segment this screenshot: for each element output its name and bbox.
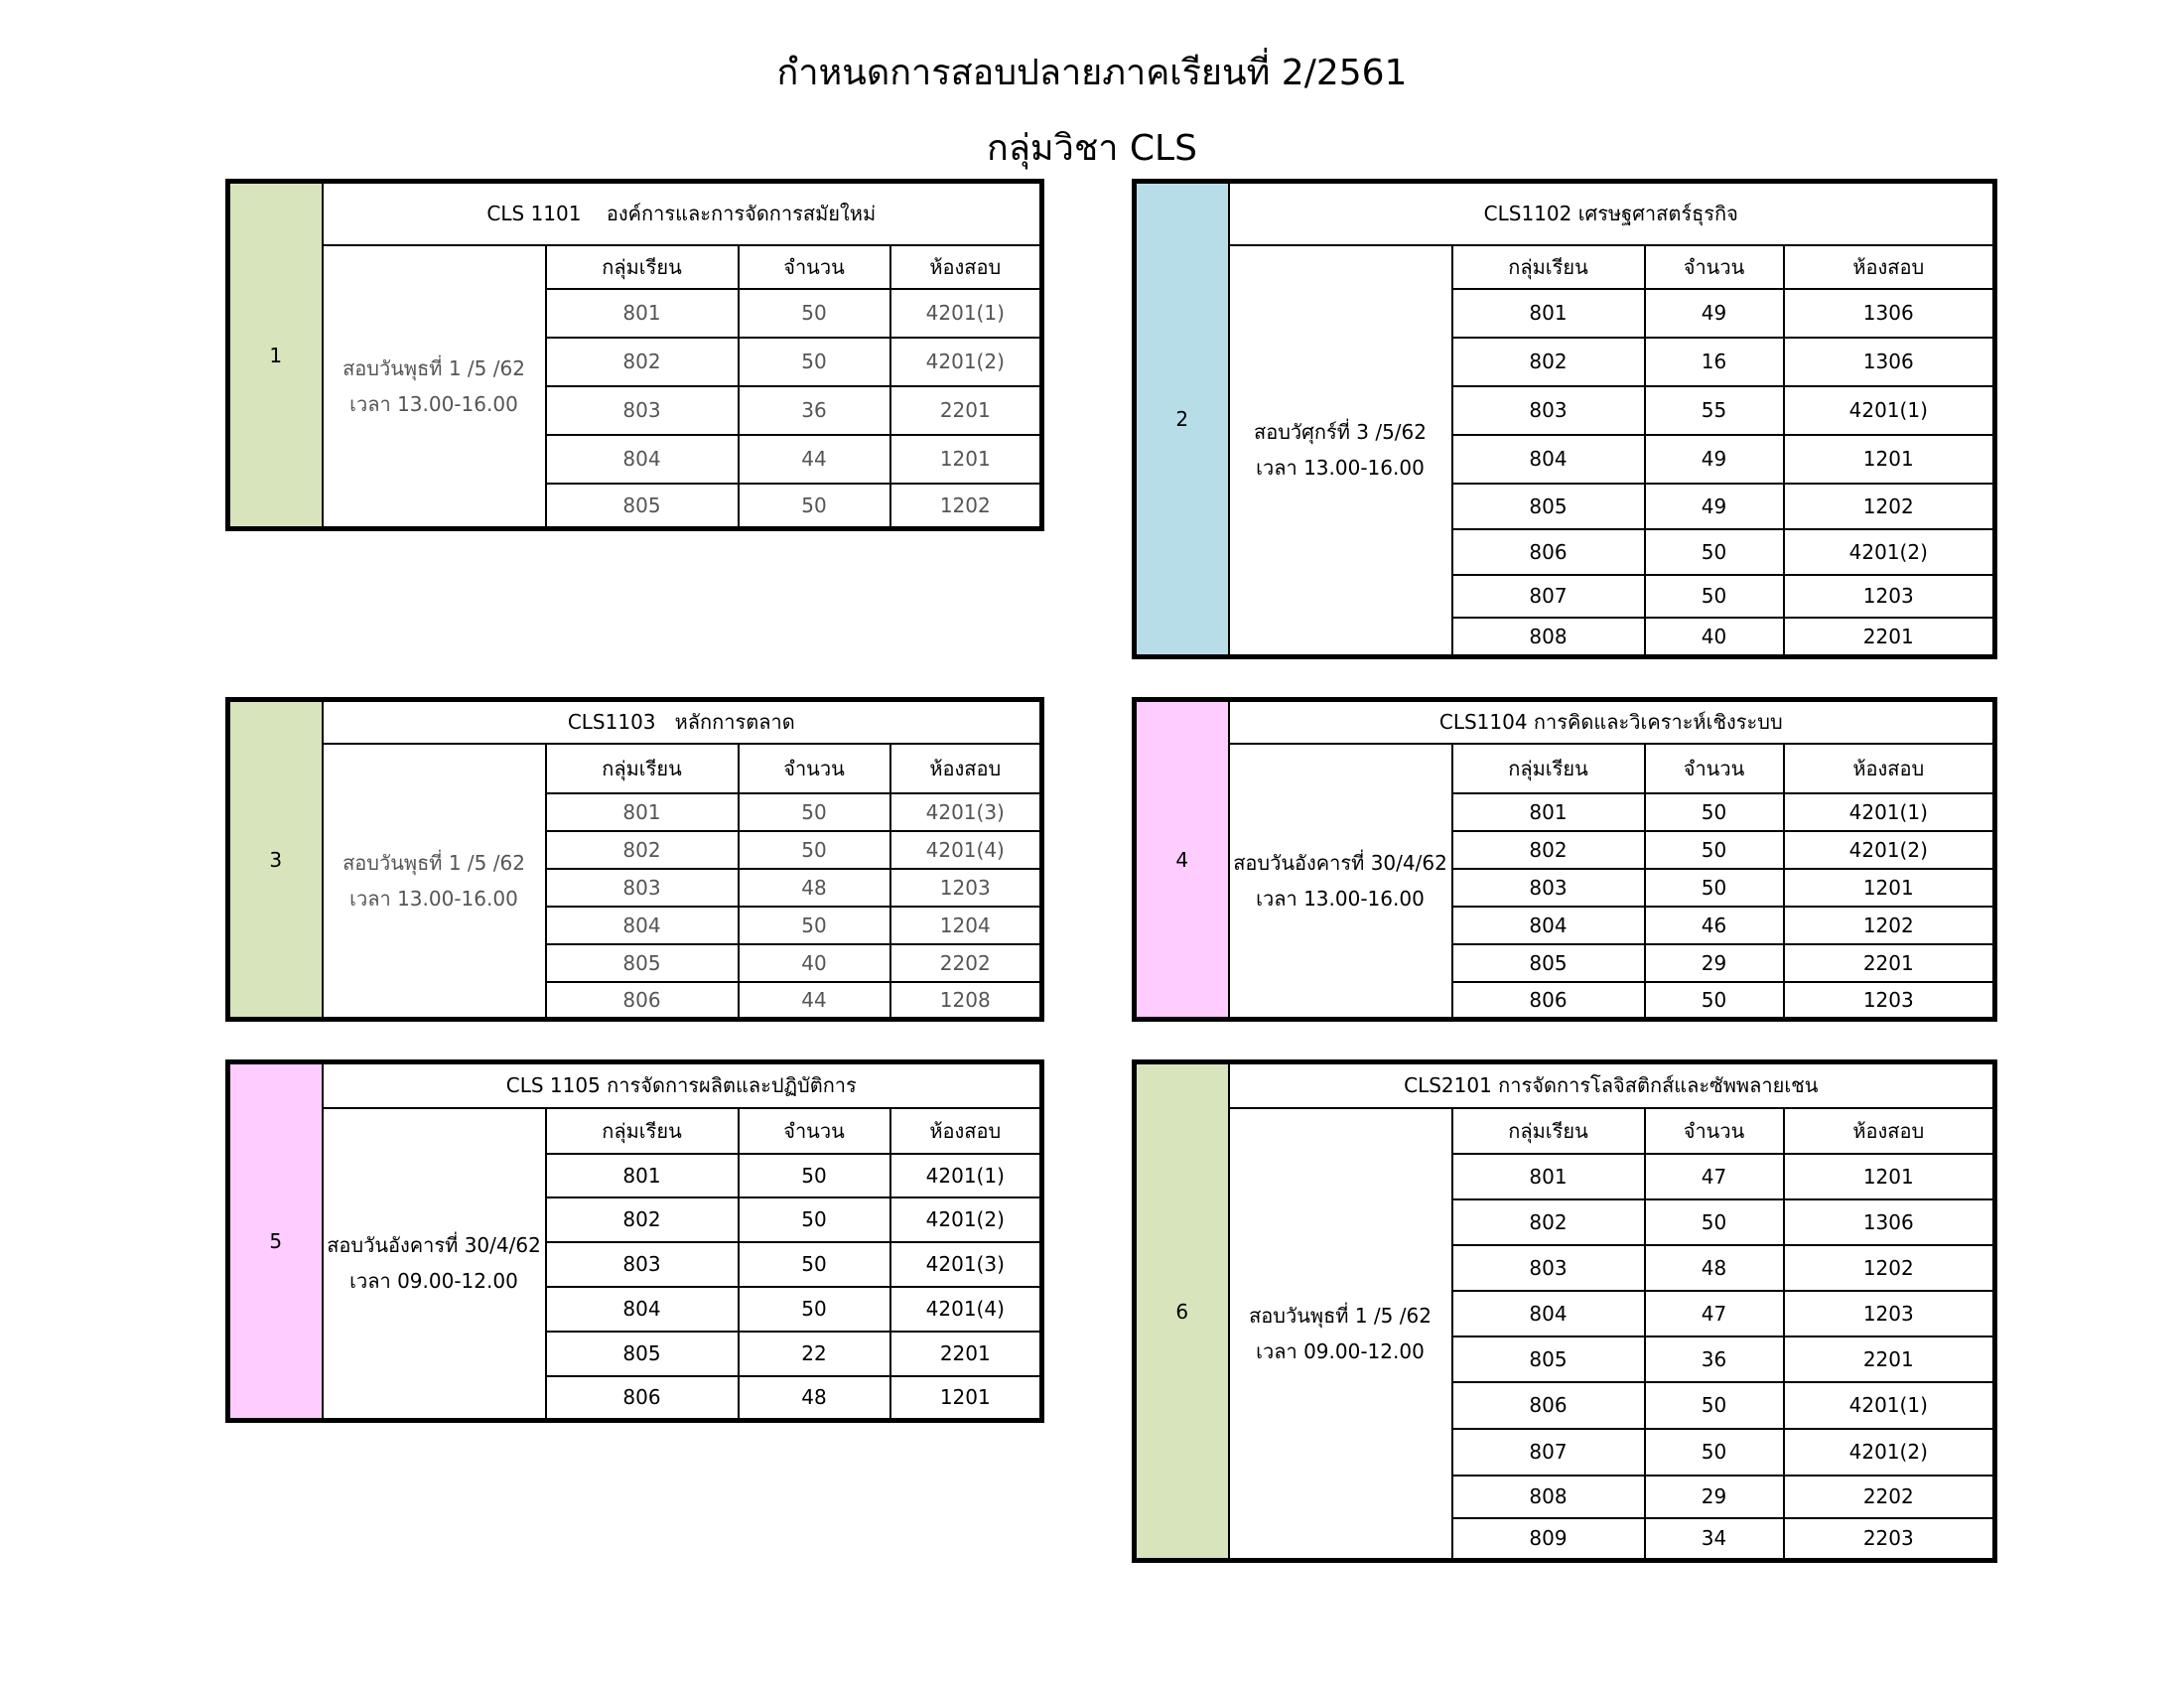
cell-count: 50	[739, 289, 890, 338]
cell-group: 804	[546, 1287, 739, 1332]
cell-count: 50	[1645, 1382, 1784, 1429]
cell-count: 50	[739, 1154, 890, 1197]
cell-group: 802	[1452, 831, 1645, 869]
cell-room: 1201	[1784, 869, 1995, 907]
header-room: ห้องสอบ	[1784, 245, 1995, 289]
column-header-row	[228, 245, 1042, 289]
header-count: จำนวน	[739, 744, 890, 793]
cell-room: 4201(2)	[890, 1197, 1042, 1242]
cell-group: 804	[546, 907, 739, 944]
block-number: 3	[228, 700, 323, 1020]
course-title: CLS1104 การคิดและวิเคราะห์เชิงระบบ	[1229, 700, 1995, 744]
cell-group: 803	[1452, 869, 1645, 907]
cell-count: 40	[1645, 618, 1784, 657]
course-block-1	[225, 179, 1044, 531]
column-header-row	[1135, 1108, 1995, 1154]
cell-count: 46	[1645, 907, 1784, 944]
cell-room: 1306	[1784, 338, 1995, 386]
cell-group: 806	[1452, 1382, 1645, 1429]
cell-count: 44	[739, 982, 890, 1020]
exam-date-time	[323, 744, 546, 1020]
cell-room: 1203	[1784, 982, 1995, 1020]
course-block-6	[1132, 1059, 1997, 1563]
header-count: จำนวน	[739, 1108, 890, 1154]
course-block-4	[1132, 697, 1997, 1022]
cell-count: 47	[1645, 1154, 1784, 1199]
cell-group: 806	[546, 1376, 739, 1421]
cell-count: 50	[739, 1242, 890, 1287]
cell-group: 805	[546, 944, 739, 982]
exam-date: สอบวันอังคารที่ 30/4/62	[327, 1233, 541, 1258]
exam-date: สอบวัศุกร์ที่ 3 /5/62	[1254, 420, 1427, 445]
cell-room: 4201(1)	[890, 1154, 1042, 1197]
cell-count: 48	[739, 1376, 890, 1421]
cell-room: 1202	[1784, 907, 1995, 944]
cell-count: 50	[1645, 1199, 1784, 1245]
cell-room: 1202	[1784, 1245, 1995, 1291]
cell-count: 50	[739, 907, 890, 944]
course-block-3	[225, 697, 1044, 1022]
cell-count: 22	[739, 1332, 890, 1376]
cell-count: 55	[1645, 386, 1784, 435]
course-title-row	[228, 700, 1042, 744]
cell-count: 49	[1645, 484, 1784, 529]
cell-group: 802	[546, 1197, 739, 1242]
header-room: ห้องสอบ	[1784, 744, 1995, 793]
cell-group: 803	[1452, 386, 1645, 435]
cell-group: 801	[546, 289, 739, 338]
header-room: ห้องสอบ	[890, 1108, 1042, 1154]
cell-room: 4201(1)	[1784, 793, 1995, 831]
block-number: 2	[1135, 182, 1229, 657]
cell-room: 1201	[890, 1376, 1042, 1421]
page-subtitle: กลุ่มวิชา CLS	[987, 128, 1197, 169]
header-room: ห้องสอบ	[890, 744, 1042, 793]
header-group: กลุ่มเรียน	[1452, 1108, 1645, 1154]
cell-group: 806	[546, 982, 739, 1020]
cell-room: 4201(4)	[890, 1287, 1042, 1332]
cell-room: 1203	[1784, 575, 1995, 618]
cell-group: 809	[1452, 1518, 1645, 1561]
cell-group: 801	[546, 793, 739, 831]
cell-group: 801	[546, 1154, 739, 1197]
header-room: ห้องสอบ	[890, 245, 1042, 289]
course-title: CLS1102 เศรษฐศาสตร์ธุรกิจ	[1229, 182, 1995, 245]
cell-group: 808	[1452, 1476, 1645, 1518]
exam-time: เวลา 13.00-16.00	[349, 391, 518, 416]
cell-group: 805	[1452, 944, 1645, 982]
cell-group: 801	[1452, 1154, 1645, 1199]
cell-group: 803	[1452, 1245, 1645, 1291]
cell-room: 4201(2)	[890, 338, 1042, 386]
cell-count: 50	[1645, 869, 1784, 907]
exam-date-time	[1229, 1108, 1452, 1561]
cell-group: 807	[1452, 575, 1645, 618]
cell-count: 29	[1645, 944, 1784, 982]
block-number: 6	[1135, 1062, 1229, 1561]
cell-room: 2201	[1784, 1336, 1995, 1382]
exam-time: เวลา 13.00-16.00	[1256, 886, 1425, 911]
exam-time: เวลา 13.00-16.00	[349, 886, 518, 911]
cell-group: 803	[546, 386, 739, 435]
column-header-row	[228, 1108, 1042, 1154]
cell-room: 2202	[1784, 1476, 1995, 1518]
cell-room: 4201(1)	[1784, 1382, 1995, 1429]
header-count: จำนวน	[1645, 1108, 1784, 1154]
exam-date: สอบวันอังคารที่ 30/4/62	[1233, 850, 1447, 875]
cell-room: 2201	[1784, 618, 1995, 657]
header-count: จำนวน	[1645, 245, 1784, 289]
cell-room: 2201	[890, 386, 1042, 435]
exam-time: เวลา 09.00-12.00	[349, 1269, 518, 1294]
cell-group: 805	[546, 484, 739, 529]
cell-group: 801	[1452, 793, 1645, 831]
cell-room: 1202	[890, 484, 1042, 529]
cell-group: 803	[546, 869, 739, 907]
exam-date-time	[1229, 744, 1452, 1020]
column-header-row	[1135, 744, 1995, 793]
cell-count: 48	[739, 869, 890, 907]
header-group: กลุ่มเรียน	[546, 744, 739, 793]
cell-count: 48	[1645, 1245, 1784, 1291]
header-group: กลุ่มเรียน	[546, 245, 739, 289]
column-header-row	[228, 744, 1042, 793]
exam-date-time	[323, 1108, 546, 1421]
cell-group: 806	[1452, 982, 1645, 1020]
course-title-row	[228, 182, 1042, 245]
course-title: CLS2101 การจัดการโลจิสติกส์และซัพพลายเชน	[1229, 1062, 1995, 1108]
cell-room: 2201	[890, 1332, 1042, 1376]
cell-room: 4201(2)	[1784, 831, 1995, 869]
cell-room: 1306	[1784, 1199, 1995, 1245]
cell-count: 50	[1645, 982, 1784, 1020]
cell-count: 50	[739, 1197, 890, 1242]
exam-date: สอบวันพุธที่ 1 /5 /62	[1249, 1303, 1432, 1328]
cell-count: 50	[739, 484, 890, 529]
cell-room: 2202	[890, 944, 1042, 982]
header-room: ห้องสอบ	[1784, 1108, 1995, 1154]
header-count: จำนวน	[739, 245, 890, 289]
cell-room: 1306	[1784, 289, 1995, 338]
cell-room: 4201(3)	[890, 1242, 1042, 1287]
column-header-row	[1135, 245, 1995, 289]
cell-count: 50	[1645, 575, 1784, 618]
cell-count: 50	[1645, 793, 1784, 831]
header-group: กลุ่มเรียน	[546, 1108, 739, 1154]
cell-room: 4201(2)	[1784, 529, 1995, 575]
cell-room: 2201	[1784, 944, 1995, 982]
cell-count: 40	[739, 944, 890, 982]
cell-group: 803	[546, 1242, 739, 1287]
cell-room: 1203	[1784, 1291, 1995, 1336]
cell-count: 16	[1645, 338, 1784, 386]
course-title-row	[1135, 700, 1995, 744]
cell-count: 47	[1645, 1291, 1784, 1336]
header-group: กลุ่มเรียน	[1452, 744, 1645, 793]
header-count: จำนวน	[1645, 744, 1784, 793]
cell-group: 802	[546, 831, 739, 869]
block-number: 5	[228, 1062, 323, 1421]
cell-count: 50	[739, 831, 890, 869]
cell-count: 36	[739, 386, 890, 435]
cell-room: 1204	[890, 907, 1042, 944]
cell-count: 50	[739, 338, 890, 386]
cell-room: 1201	[1784, 435, 1995, 484]
header-group: กลุ่มเรียน	[1452, 245, 1645, 289]
cell-count: 49	[1645, 289, 1784, 338]
cell-group: 804	[1452, 1291, 1645, 1336]
cell-room: 1201	[1784, 1154, 1995, 1199]
cell-room: 1203	[890, 869, 1042, 907]
cell-count: 50	[1645, 831, 1784, 869]
page-title: กำหนดการสอบปลายภาคเรียนที่ 2/2561	[776, 53, 1408, 93]
cell-group: 805	[546, 1332, 739, 1376]
course-block-2	[1132, 179, 1997, 659]
cell-count: 34	[1645, 1518, 1784, 1561]
exam-time: เวลา 13.00-16.00	[1256, 456, 1425, 481]
cell-count: 50	[1645, 1429, 1784, 1476]
block-number: 4	[1135, 700, 1229, 1020]
course-block-5	[225, 1059, 1044, 1423]
cell-group: 804	[1452, 907, 1645, 944]
exam-date-time	[323, 245, 546, 529]
cell-count: 50	[1645, 529, 1784, 575]
cell-room: 2203	[1784, 1518, 1995, 1561]
cell-room: 4201(1)	[1784, 386, 1995, 435]
cell-group: 805	[1452, 1336, 1645, 1382]
cell-room: 1201	[890, 435, 1042, 484]
cell-room: 4201(4)	[890, 831, 1042, 869]
course-title: CLS 1105 การจัดการผลิตและปฏิบัติการ	[323, 1062, 1042, 1108]
cell-count: 49	[1645, 435, 1784, 484]
cell-room: 4201(3)	[890, 793, 1042, 831]
cell-count: 50	[739, 793, 890, 831]
cell-group: 802	[1452, 338, 1645, 386]
cell-count: 29	[1645, 1476, 1784, 1518]
course-title-row	[228, 1062, 1042, 1108]
cell-room: 1208	[890, 982, 1042, 1020]
cell-group: 804	[546, 435, 739, 484]
exam-date-time	[1229, 245, 1452, 657]
course-title-row	[1135, 1062, 1995, 1108]
cell-group: 802	[546, 338, 739, 386]
exam-date: สอบวันพุธที่ 1 /5 /62	[342, 850, 525, 875]
cell-count: 44	[739, 435, 890, 484]
cell-group: 805	[1452, 484, 1645, 529]
cell-group: 802	[1452, 1199, 1645, 1245]
course-title-row	[1135, 182, 1995, 245]
course-title: CLS 1101 องค์การและการจัดการสมัยใหม่	[323, 182, 1042, 245]
block-number: 1	[228, 182, 323, 529]
cell-group: 808	[1452, 618, 1645, 657]
exam-date: สอบวันพุธที่ 1 /5 /62	[342, 355, 525, 380]
cell-room: 4201(1)	[890, 289, 1042, 338]
cell-group: 807	[1452, 1429, 1645, 1476]
cell-count: 36	[1645, 1336, 1784, 1382]
cell-room: 1202	[1784, 484, 1995, 529]
exam-time: เวลา 09.00-12.00	[1256, 1338, 1425, 1363]
cell-room: 4201(2)	[1784, 1429, 1995, 1476]
cell-group: 804	[1452, 435, 1645, 484]
course-title: CLS1103 หลักการตลาด	[323, 700, 1042, 744]
cell-group: 801	[1452, 289, 1645, 338]
cell-count: 50	[739, 1287, 890, 1332]
cell-group: 806	[1452, 529, 1645, 575]
